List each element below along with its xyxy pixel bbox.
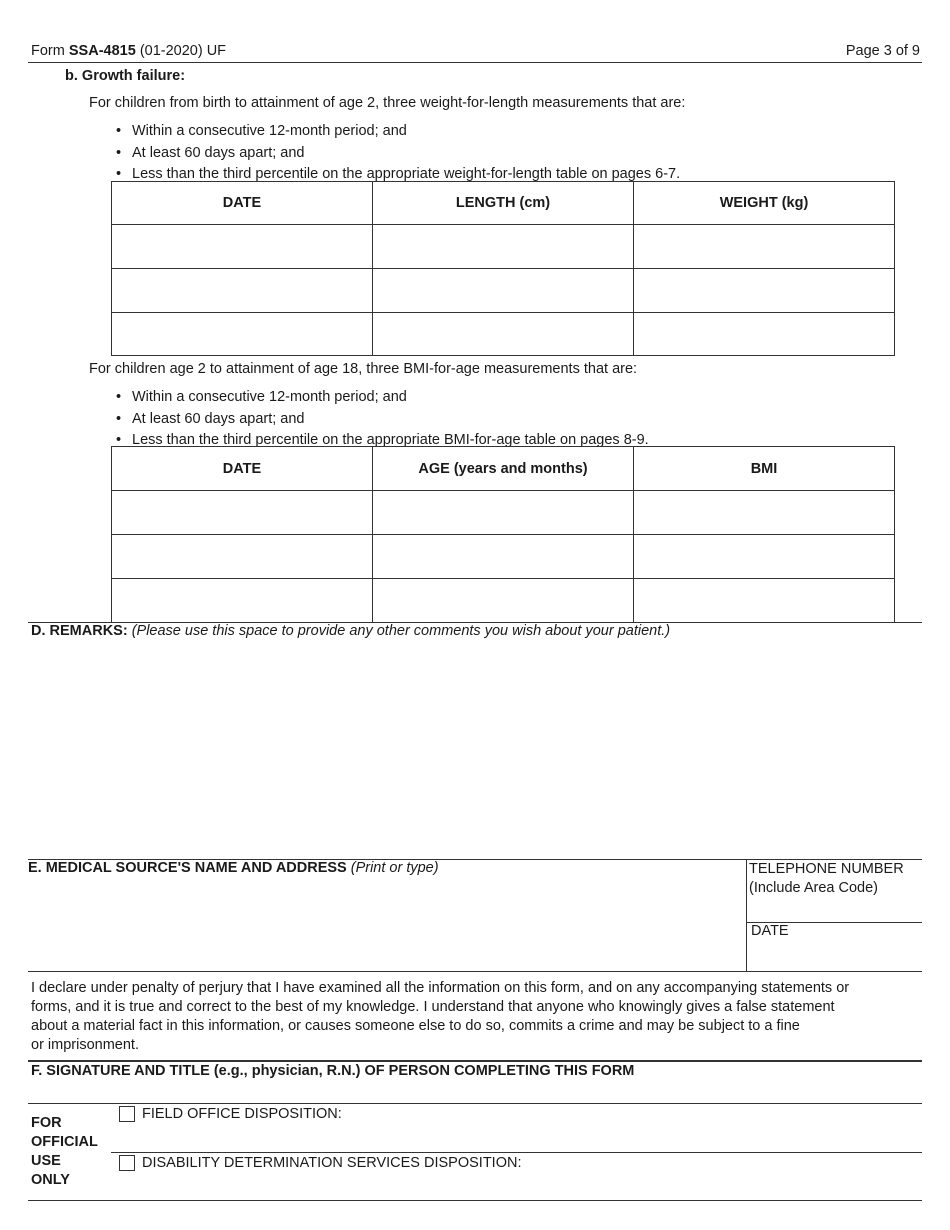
official-use-line: ONLY <box>31 1172 70 1188</box>
table-row <box>112 225 895 269</box>
form-prefix: Form <box>31 43 65 59</box>
criteria-item: • Less than the third percentile on the appropriate weight-for-length table on pages 6-7. <box>116 164 680 186</box>
weight-cell[interactable] <box>634 225 895 269</box>
declaration-line: forms, and it is true and correct to the best of my knowledge. I understand that anyone who knowingly gives a false statement <box>31 999 835 1015</box>
header-rule <box>28 62 922 63</box>
bmi-cell[interactable] <box>634 491 895 535</box>
age-cell[interactable] <box>373 535 634 579</box>
dds-label: DISABILITY DETERMINATION SERVICES DISPOSITION: <box>142 1155 522 1171</box>
bmi-for-age-table <box>111 446 895 623</box>
signature-label: F. SIGNATURE AND TITLE (e.g., physician, R.N.) OF PERSON COMPLETING THIS FORM <box>31 1063 635 1079</box>
column-header-bmi: BMI <box>634 447 895 491</box>
age-cell[interactable] <box>373 579 634 623</box>
field-office-label: FIELD OFFICE DISPOSITION: <box>142 1106 342 1122</box>
age-cell[interactable] <box>373 491 634 535</box>
criteria-list-weight <box>116 121 680 186</box>
bottom-rule <box>28 1200 922 1201</box>
column-divider <box>746 859 747 971</box>
date-cell[interactable] <box>112 491 373 535</box>
date-cell[interactable] <box>112 313 373 356</box>
criteria-list-bmi <box>116 387 649 452</box>
official-use-line: FOR <box>31 1115 62 1131</box>
growth-intro-birth: For children from birth to attainment of age 2, three weight-for-length measurements that are: <box>89 95 686 111</box>
column-header-date: DATE <box>112 182 373 225</box>
signature-field[interactable] <box>28 1082 922 1102</box>
growth-failure-heading: b. Growth failure: <box>65 68 186 84</box>
table-row <box>112 491 895 535</box>
length-cell[interactable] <box>373 269 634 313</box>
length-cell[interactable] <box>373 225 634 269</box>
column-header-length: LENGTH (cm) <box>373 182 634 225</box>
official-use-line: OFFICIAL <box>31 1134 98 1150</box>
table-row <box>112 269 895 313</box>
declaration-line: I declare under penalty of perjury that I have examined all the information on this form, and on any accompanying statements or <box>31 980 850 996</box>
medical-source-hint: (Print or type) <box>350 860 439 876</box>
telephone-label-line: TELEPHONE NUMBER <box>749 861 904 877</box>
remarks-hint: (Please use this space to provide any other comments you wish about your patient.) <box>131 623 671 639</box>
remarks-label: D. REMARKS: <box>31 623 128 639</box>
section-divider <box>28 971 922 972</box>
form-number: SSA-4815 <box>68 43 136 59</box>
length-cell[interactable] <box>373 313 634 356</box>
telephone-label-line: (Include Area Code) <box>749 880 878 896</box>
bmi-cell[interactable] <box>634 579 895 623</box>
declaration-line: or imprisonment. <box>31 1037 139 1053</box>
declaration-line: about a material fact in this information, or causes someone else to do so, commits a crime and may be subject to a fine <box>31 1018 800 1034</box>
weight-cell[interactable] <box>634 313 895 356</box>
bmi-cell[interactable] <box>634 535 895 579</box>
date-field[interactable] <box>749 943 921 969</box>
medical-source-label: E. MEDICAL SOURCE'S NAME AND ADDRESS <box>28 860 347 876</box>
form-version: (01-2020) UF <box>139 43 227 59</box>
page-number: Page 3 of 9 <box>845 43 920 59</box>
table-row <box>112 535 895 579</box>
field-office-checkbox[interactable] <box>119 1106 135 1122</box>
table-row <box>112 579 895 623</box>
remarks-field[interactable] <box>28 644 922 856</box>
section-divider <box>28 1103 922 1104</box>
section-divider <box>28 1060 922 1062</box>
weight-cell[interactable] <box>634 269 895 313</box>
table-row <box>112 313 895 356</box>
column-header-weight: WEIGHT (kg) <box>634 182 895 225</box>
column-header-age: AGE (years and months) <box>373 447 634 491</box>
form-id <box>31 43 226 59</box>
criteria-item: • At least 60 days apart; and <box>116 409 649 431</box>
official-use-label <box>31 1114 98 1190</box>
criteria-item: • Within a consecutive 12-month period; and <box>116 387 649 409</box>
medical-source-heading <box>28 860 439 876</box>
weight-for-length-table <box>111 181 895 356</box>
official-use-line: USE <box>31 1153 61 1169</box>
perjury-declaration <box>31 979 849 1055</box>
date-label: DATE <box>751 923 789 939</box>
criteria-item: • At least 60 days apart; and <box>116 143 680 165</box>
telephone-field[interactable] <box>749 898 921 920</box>
criteria-item: • Less than the third percentile on the appropriate BMI-for-age table on pages 8-9. <box>116 430 649 452</box>
telephone-label <box>749 860 904 898</box>
date-cell[interactable] <box>112 535 373 579</box>
growth-intro-age2: For children age 2 to attainment of age 18, three BMI-for-age measurements that are: <box>89 361 638 377</box>
column-header-date: DATE <box>112 447 373 491</box>
medical-source-name-field[interactable] <box>28 880 744 968</box>
dds-checkbox[interactable] <box>119 1155 135 1171</box>
date-cell[interactable] <box>112 579 373 623</box>
criteria-item: • Within a consecutive 12-month period; and <box>116 121 680 143</box>
row-divider <box>111 1152 922 1153</box>
date-cell[interactable] <box>112 225 373 269</box>
date-cell[interactable] <box>112 269 373 313</box>
remarks-heading <box>31 623 670 639</box>
